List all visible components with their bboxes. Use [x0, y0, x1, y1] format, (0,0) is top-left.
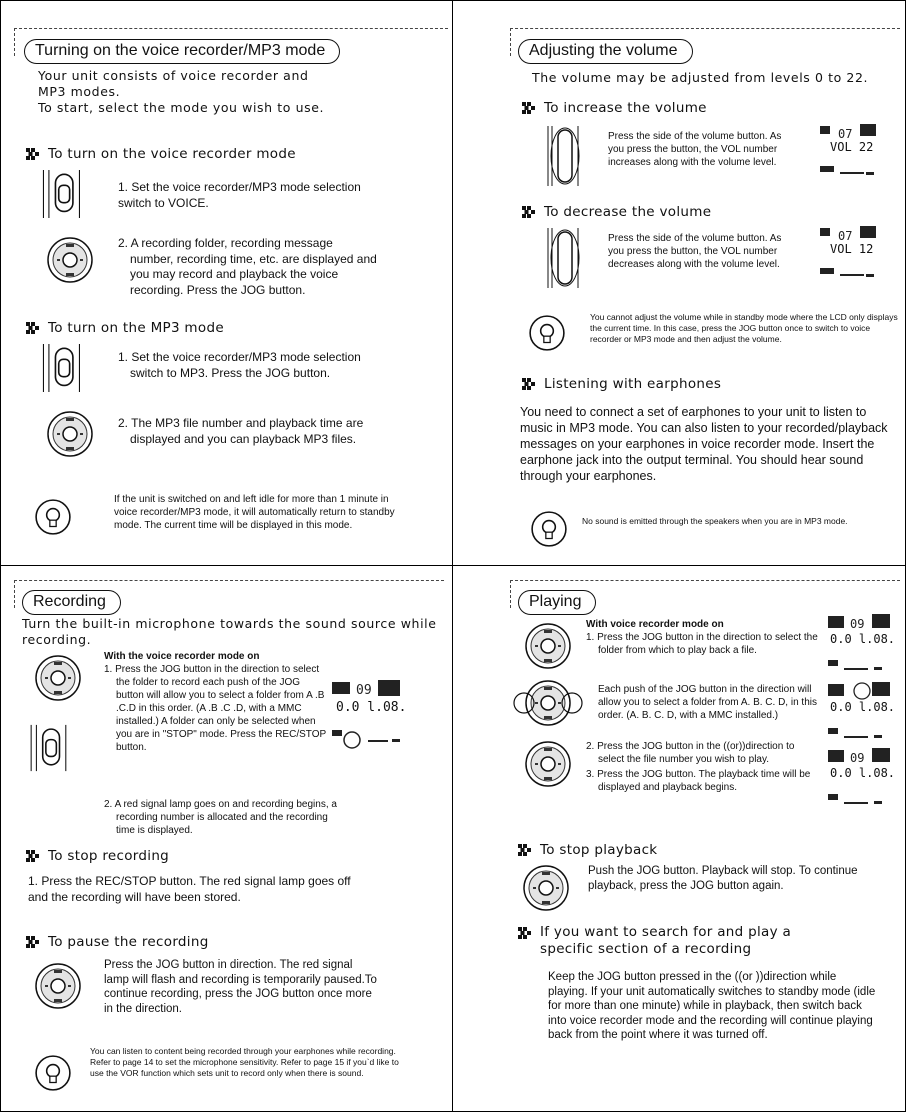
lcd-segments-icon [828, 682, 894, 746]
jog-button-icon [34, 654, 82, 702]
mode-heading: With the voice recorder mode on [104, 651, 260, 662]
record-step-1: 1. Press the JOG button in the direction to select the folder to record each push of the JOG button will allow you to select a folder from A .B .C.D in this order. (A .B .C .D, with a MMC installed.) A folder can only be selected when you are in "STOP" mode. Press the REC/STOP button. [104, 664, 326, 753]
decrease-text: Press the side of the volume button. As you press the button, the VOL number decreases along with the volume level. [608, 233, 782, 270]
lcd-readout: 0.0 l.08. [830, 700, 896, 714]
lcd-readout: VOL 22 [830, 140, 874, 154]
subheading-stop-recording [24, 848, 169, 864]
bullet-icon [520, 102, 538, 114]
lcd-display [828, 682, 894, 751]
section-voice-mp3-mode [14, 28, 444, 558]
svg-text:07: 07 [838, 229, 853, 243]
section-playing [510, 580, 900, 1105]
play-step-2: 2. Press the JOG button in the ((or))direction to select the file number you wish to play. [586, 741, 795, 765]
mp3-step-2: 2. The MP3 file number and playback time are displayed and you can playback MP3 files. [118, 416, 364, 446]
section-title: Playing [518, 590, 596, 615]
subheading-voice [24, 146, 296, 162]
svg-text:09: 09 [356, 683, 372, 698]
section-title: Adjusting the volume [518, 39, 693, 64]
stop-playback-text: Push the JOG button. Playback will stop. To continue playback, press the JOG button again. [588, 865, 858, 892]
dashed-rule [510, 580, 900, 581]
lcd-display [332, 680, 412, 761]
note-text: If the unit is switched on and left idle for more than 1 minute in voice recorder/MP3 mode, it will automatically return to standby mode. The current time will be displayed in this mode. [114, 494, 395, 531]
volume-button-icon [546, 226, 582, 290]
svg-text:09: 09 [850, 751, 865, 765]
jog-button-icon [46, 236, 94, 284]
jog-button-icon [512, 678, 584, 728]
search-text: Keep the JOG button pressed in the ((or ))direction while playing. If your unit automatically switches to standby mode (idle for more than one minute) while in playback, then switch back into voice recorder mode and the recording will continue playing back from the point where it was turned off. [548, 971, 876, 1041]
earphones-text: You need to connect a set of earphones to your unit to listen to music in MP3 mode. You can also listen to your recorded/playback messages on your earphones in voice recorder mode. Insert the earphone jack into the output terminal. You should hear sound through your earphones. [520, 405, 888, 483]
subheading-decrease [520, 204, 711, 220]
tip-icon [34, 1054, 72, 1092]
bullet-icon [24, 936, 42, 948]
play-step-3: 3. Press the JOG button. The playback time will be displayed and playback begins. [586, 769, 811, 793]
vertical-divider [452, 0, 453, 1112]
section-title: Recording [22, 590, 121, 615]
note-text: You cannot adjust the volume while in standby mode where the LCD only displays the current time. In this case, press the JOG button once to switch to voice recorder or MP3 mode and then adjust the volume. [590, 312, 898, 344]
lcd-display [820, 226, 880, 295]
dashed-rule [14, 580, 444, 581]
subheading-pause-recording [24, 934, 209, 950]
mode-switch-icon [40, 170, 84, 218]
bullet-icon [516, 844, 534, 856]
jog-button-icon [34, 962, 82, 1010]
bullet-icon [24, 850, 42, 862]
subheading-search [516, 924, 846, 958]
lcd-readout: 0.0 l.08. [830, 766, 896, 780]
dashed-rule [14, 580, 15, 608]
bullet-icon [520, 206, 538, 218]
subheading-text: To pause the recording [48, 934, 209, 950]
subheading-text: To turn on the voice recorder mode [48, 146, 296, 162]
bullet-icon [24, 148, 42, 160]
increase-text: Press the side of the volume button. As you press the button, the VOL number increases along with the volume level. [608, 131, 782, 168]
subheading-earphones [520, 376, 721, 392]
lcd-segments-icon [820, 124, 880, 188]
lcd-display [828, 748, 894, 817]
section-title: Turning on the voice recorder/MP3 mode [24, 39, 340, 64]
note-text: You can listen to content being recorded through your earphones while recording. Refer to page 14 to set the microphone sensitivity. Refer to page 15 if you`d like to use the VOR function which sets unit to record only when there is sound. [90, 1046, 399, 1078]
bullet-icon [516, 927, 534, 939]
play-step-1: 1. Press the JOG button in the direction to select the folder from which to play back a file. [586, 632, 818, 656]
lcd-readout: 0.0 l.08. [336, 700, 407, 715]
play-step-1b: Each push of the JOG button in the direction will allow you to select a folder from A. B. C. D, in this order. (A. B. C. D, with a MMC installed.) [598, 684, 817, 721]
tip-icon [528, 314, 566, 352]
jog-button-icon [522, 864, 570, 912]
voice-step-2: 2. A recording folder, recording message number, recording time, etc. are displayed and you may record and playback the voice recording. Press the JOG button. [118, 236, 377, 297]
subheading-stop-playback [516, 842, 657, 858]
dashed-rule [510, 580, 511, 608]
note-text: No sound is emitted through the speakers when you are in MP3 mode. [582, 516, 848, 526]
dashed-rule [510, 28, 900, 29]
subheading-text: To stop recording [48, 848, 170, 864]
subheading-mp3 [24, 320, 224, 336]
mode-switch-icon [40, 344, 84, 392]
mp3-step-1: 1. Set the voice recorder/MP3 mode selection switch to MP3. Press the JOG button. [118, 350, 361, 380]
tip-icon [34, 498, 72, 536]
record-step-2: 2. A red signal lamp goes on and recording begins, a recording number is allocated and the recording time is displayed. [104, 799, 337, 836]
lcd-segments-icon [828, 748, 894, 812]
pause-recording-text: Press the JOG button in direction. The red signal lamp will flash and recording is temporarily paused.To continue recording, press the JOG button once more in the direction. [104, 959, 377, 1015]
subheading-text: To increase the volume [544, 100, 707, 116]
subheading-text: To stop playback [540, 842, 658, 858]
volume-button-icon [546, 124, 582, 188]
bullet-icon [520, 378, 538, 390]
voice-step-1: 1. Set the voice recorder/MP3 mode selection switch to VOICE. [118, 180, 361, 210]
lcd-display [828, 614, 894, 683]
section-recording [14, 580, 444, 1105]
tip-icon [530, 510, 568, 548]
section-adjust-volume [510, 28, 900, 558]
lcd-segments-icon [332, 680, 412, 756]
svg-text:07: 07 [838, 127, 853, 141]
subheading-text: To turn on the MP3 mode [48, 320, 224, 336]
lcd-display [820, 124, 880, 193]
jog-button-icon [524, 622, 572, 670]
dashed-rule [14, 28, 15, 56]
dashed-rule [14, 28, 448, 29]
bullet-icon [24, 322, 42, 334]
mode-heading: With voice recorder mode on [586, 619, 724, 630]
intro-text: The volume may be adjusted from levels 0 to 22. [532, 70, 869, 85]
subheading-text: If you want to search for and play a specific section of a recording [540, 924, 792, 957]
jog-button-icon [524, 740, 572, 788]
horizontal-divider [0, 565, 906, 566]
stop-recording-text: 1. Press the REC/STOP button. The red signal lamp goes off and the recording will have been stored. [28, 874, 351, 904]
subheading-text: Listening with earphones [544, 376, 722, 392]
lcd-segments-icon [820, 226, 880, 290]
intro-text: Turn the built-in microphone towards the sound source while recording. [22, 616, 437, 647]
svg-text:09: 09 [850, 617, 865, 631]
jog-button-icon [46, 410, 94, 458]
dashed-rule [510, 28, 511, 56]
rec-switch-icon [28, 722, 70, 774]
lcd-readout: VOL 12 [830, 242, 874, 256]
intro-text: Your unit consists of voice recorder and MP3 modes. To start, select the mode you wish to use. [38, 68, 325, 115]
lcd-readout: 0.0 l.08. [830, 632, 896, 646]
subheading-increase [520, 100, 707, 116]
lcd-segments-icon [828, 614, 894, 678]
subheading-text: To decrease the volume [544, 204, 712, 220]
